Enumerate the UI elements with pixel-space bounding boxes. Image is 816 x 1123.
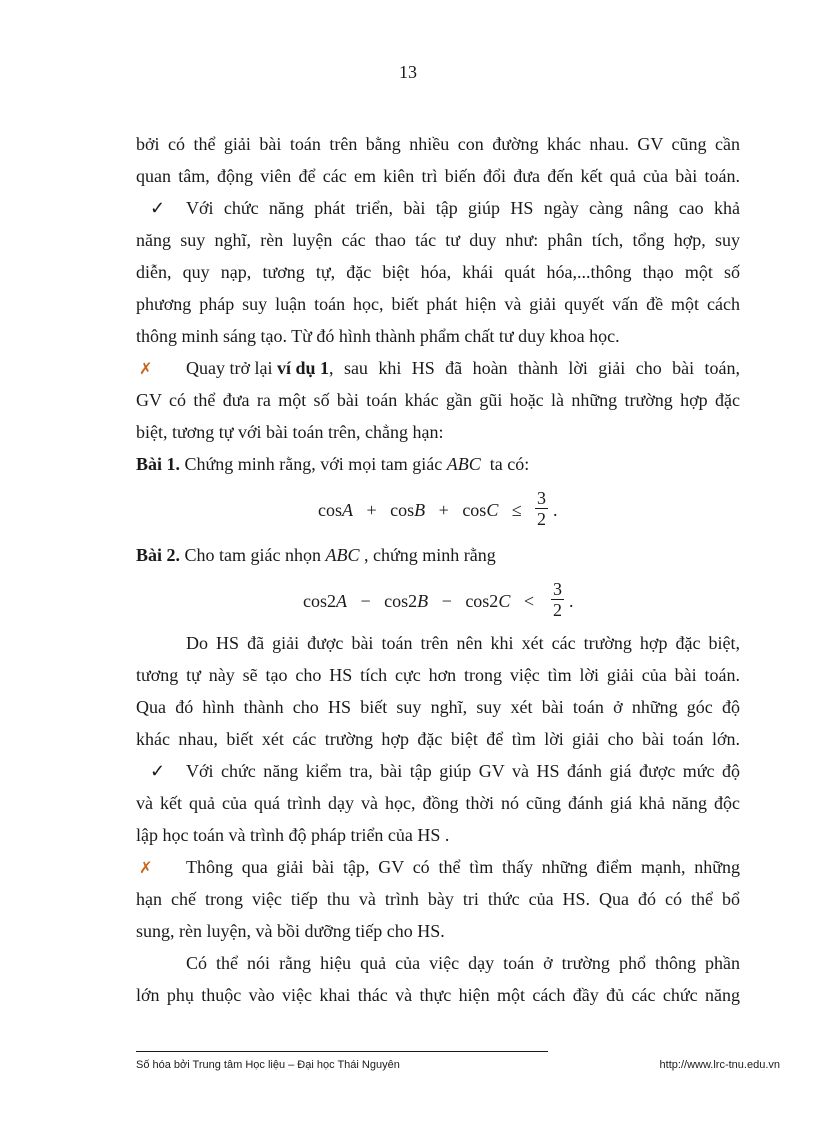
- check-icon: ✓: [150, 761, 166, 781]
- problem-text: Chứng minh rằng, với mọi tam giác: [180, 454, 447, 474]
- text-line: Với chức năng phát triển, bài tập giúp HS ngày càng nâng cao khả: [186, 198, 740, 218]
- math-rel: ≤: [511, 500, 522, 520]
- math-fn: cos: [390, 500, 415, 520]
- cross-icon: ✗: [139, 359, 153, 378]
- text-line: tương tự này sẽ tạo cho HS tích cực hơn trong việc tìm lời giải của bài toán.: [136, 665, 740, 685]
- footer-divider: [136, 1051, 548, 1052]
- problem-label: Bài 1.: [136, 454, 181, 474]
- footer-source: Số hóa bởi Trung tâm Học liệu – Đại học Thái Nguyên: [136, 1059, 400, 1071]
- math-op: −: [441, 591, 452, 611]
- math-fn: cos2: [465, 591, 499, 611]
- fraction: [535, 488, 548, 529]
- text-line-example: [186, 357, 740, 379]
- text-line: bởi có thể giải bài toán trên bằng nhiều con đường khác nhau. GV cũng cần: [136, 134, 740, 154]
- text-line: diễn, quy nạp, tương tự, đặc biệt hóa, khái quát hóa,...thông thạo một số: [136, 262, 740, 282]
- problem-2-heading: [136, 544, 740, 566]
- math-rel: <: [523, 591, 534, 611]
- math-var: B: [414, 500, 426, 520]
- page-number: 13: [399, 62, 417, 82]
- numerator: 3: [553, 579, 562, 599]
- math-op: +: [366, 500, 377, 520]
- text-line: biệt, tương tự với bài toán trên, chẳng hạn:: [136, 422, 444, 442]
- math-fn: cos2: [384, 591, 418, 611]
- math-var: C: [486, 500, 499, 520]
- formula-1: [318, 500, 522, 521]
- triangle-name: ABC: [446, 454, 481, 474]
- text-line: Với chức năng kiểm tra, bài tập giúp GV và HS đánh giá được mức độ: [186, 761, 740, 781]
- problem-label: Bài 2.: [136, 545, 181, 565]
- problem-text: Cho tam giác nhọn: [180, 545, 326, 565]
- math-fn: cos2: [303, 591, 336, 611]
- triangle-name: ABC: [325, 545, 360, 565]
- math-var: C: [498, 591, 511, 611]
- formula-end: .: [553, 500, 558, 520]
- text-line: và kết quả của quá trình dạy và học, đồng thời nó cũng đánh giá khả năng độc: [136, 793, 740, 813]
- footer-link[interactable]: http://www.lrc-tnu.edu.vn: [659, 1059, 780, 1071]
- check-icon: ✓: [150, 198, 166, 218]
- example-reference: ví dụ 1: [277, 358, 330, 378]
- text-line: Thông qua giải bài tập, GV có thể tìm thấy những điểm mạnh, những: [186, 857, 740, 877]
- math-op: −: [360, 591, 371, 611]
- denominator: 2: [553, 600, 562, 620]
- text-line: thông minh sáng tạo. Từ đó hình thành phẩm chất tư duy khoa học.: [136, 326, 620, 346]
- math-op: +: [438, 500, 449, 520]
- denominator: 2: [537, 509, 546, 529]
- text-line: lớn phụ thuộc vào việc khai thác và thực hiện một cách đầy đủ các chức năng: [136, 985, 740, 1005]
- formula-end: .: [569, 591, 574, 611]
- text-line: phương pháp suy luận toán học, biết phát hiện và giải quyết vấn đề một cách: [136, 294, 740, 314]
- cross-icon: ✗: [139, 858, 153, 877]
- text-line: GV có thể đưa ra một số bài toán khác gần gũi hoặc là những trường hợp đặc: [136, 390, 740, 410]
- math-fn: cos: [462, 500, 487, 520]
- text-line: Do HS đã giải được bài toán trên nên khi xét các trường hợp đặc biệt,: [186, 633, 740, 653]
- fraction: [551, 579, 564, 620]
- text-line: Có thể nói rằng hiệu quả của việc dạy toán ở trường phổ thông phần: [186, 953, 740, 973]
- problem-text: ta có:: [480, 454, 530, 474]
- problem-text: , chứng minh rằng: [359, 545, 496, 565]
- formula-2: [303, 591, 534, 612]
- math-var: A: [336, 591, 347, 611]
- text-line: năng suy nghĩ, rèn luyện các thao tác tư duy như: phân tích, tổng hợp, suy: [136, 230, 740, 250]
- text-line: lập học toán và trình độ pháp triển của HS .: [136, 825, 450, 845]
- text-line: quan tâm, động viên để các em kiên trì biến đổi đưa đến kết quả của bài toán.: [136, 166, 740, 186]
- problem-1-heading: [136, 453, 740, 475]
- math-var: B: [417, 591, 429, 611]
- math-fn: cos: [318, 500, 342, 520]
- text-line: khác nhau, biết xét các trường hợp đặc biệt để tìm lời giải cho bài toán lớn.: [136, 729, 740, 749]
- text-fragment: , sau khi HS đã hoàn thành lời giải cho bài toán,: [329, 358, 740, 378]
- text-line: Qua đó hình thành cho HS biết suy nghĩ, suy xét bài toán ở những góc độ: [136, 697, 740, 717]
- numerator: 3: [537, 488, 546, 508]
- text-line: sung, rèn luyện, và bồi dưỡng tiếp cho HS.: [136, 921, 445, 941]
- text-fragment: Quay trở lại: [186, 358, 277, 378]
- text-line: hạn chế trong việc tiếp thu và trình bày tri thức của HS. Qua đó có thể bổ: [136, 889, 740, 909]
- math-var: A: [342, 500, 353, 520]
